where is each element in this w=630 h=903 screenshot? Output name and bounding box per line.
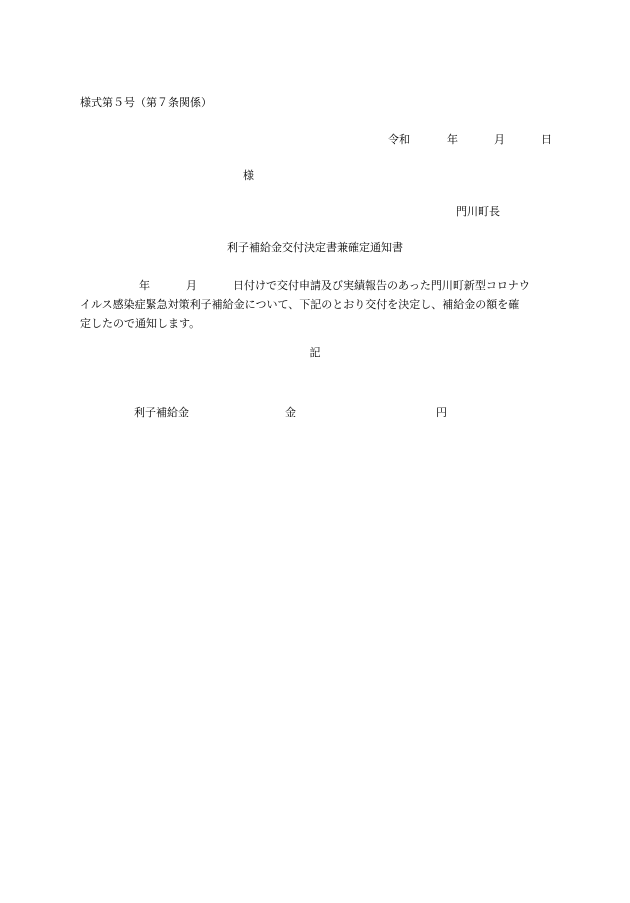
body-line-1 [80,276,552,295]
date-month-label: 月 [494,133,505,146]
date-year-label: 年 [447,133,458,146]
ki-heading: 記 [309,346,321,359]
amount-label: 利子補給金 [134,406,189,419]
amount-unit: 円 [436,406,447,419]
body-paragraph [80,276,552,333]
amount-prefix: 金 [285,406,296,419]
body-line-3: 定したので通知します。 [80,317,201,330]
body-month-label: 月 [186,279,197,292]
document-title: 利子補給金交付決定書兼確定通知書 [227,241,403,254]
body-line-2: イルス感染症緊急対策利子補給金について、下記のとおり交付を決定し、補給金の額を確 [80,298,520,311]
date-line [388,134,553,148]
issuer-name: 門川町長 [456,205,500,218]
body-year-label: 年 [139,279,150,292]
body-line-1-text: 日付けで交付申請及び実績報告のあった門川町新型コロナウ [233,279,530,292]
date-day-label: 日 [541,133,552,146]
addressee-suffix: 様 [243,169,254,182]
form-number: 様式第５号（第７条関係） [80,96,212,109]
amount-line [134,407,464,421]
date-era: 令和 [388,133,410,146]
